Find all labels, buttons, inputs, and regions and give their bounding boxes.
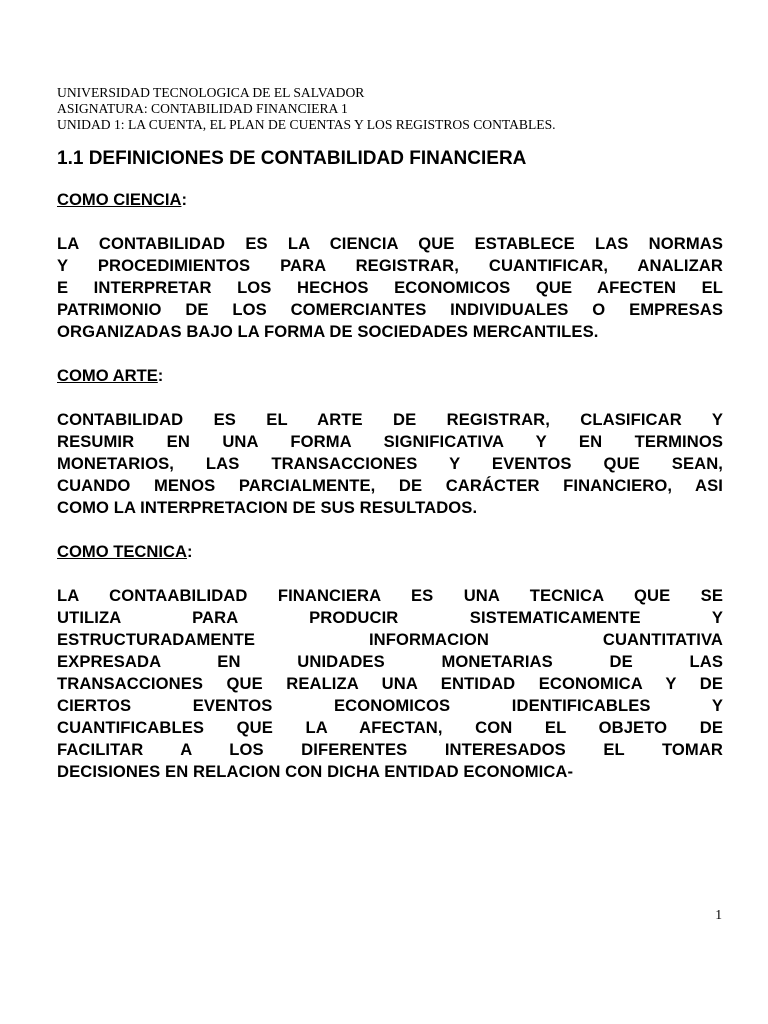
paragraph-como-ciencia xyxy=(57,233,723,343)
paragraph-line: CONTABILIDAD ES EL ARTE DE REGISTRAR, CLASIFICAR Y xyxy=(57,410,723,429)
paragraph-line: DECISIONES EN RELACION CON DICHA ENTIDAD ECONOMICA- xyxy=(57,762,574,781)
heading-colon: : xyxy=(186,542,193,561)
page-number: 1 xyxy=(715,907,722,922)
paragraph-line: LA CONTABILIDAD ES LA CIENCIA QUE ESTABLECE LAS NORMAS xyxy=(57,234,723,253)
section-title: 1.1 DEFINICIONES DE CONTABILIDAD FINANCIERA xyxy=(57,148,527,169)
heading-text: COMO ARTE xyxy=(57,366,158,385)
paragraph-line: LA CONTAABILIDAD FINANCIERA ES UNA TECNICA QUE SE xyxy=(57,586,723,605)
header-unit: UNIDAD 1: LA CUENTA, EL PLAN DE CUENTAS Y LOS REGISTROS CONTABLES. xyxy=(57,117,556,132)
paragraph-line: EXPRESADA EN UNIDADES MONETARIAS DE LAS xyxy=(57,652,723,671)
heading-text: COMO CIENCIA xyxy=(57,190,182,209)
paragraph-line: UTILIZA PARA PRODUCIR SISTEMATICAMENTE Y xyxy=(57,608,723,627)
heading-como-ciencia xyxy=(57,189,723,211)
paragraph-line: E INTERPRETAR LOS HECHOS ECONOMICOS QUE AFECTEN EL xyxy=(57,278,723,297)
document-body xyxy=(57,147,723,783)
heading-como-arte xyxy=(57,365,723,387)
paragraph-line: Y PROCEDIMIENTOS PARA REGISTRAR, CUANTIFICAR, ANALIZAR xyxy=(57,256,723,275)
paragraph-line: COMO LA INTERPRETACION DE SUS RESULTADOS. xyxy=(57,498,478,517)
paragraph-como-arte xyxy=(57,409,723,519)
paragraph-line: PATRIMONIO DE LOS COMERCIANTES INDIVIDUALES O EMPRESAS xyxy=(57,300,723,319)
paragraph-line: FACILITAR A LOS DIFERENTES INTERESADOS EL TOMAR xyxy=(57,740,723,759)
paragraph-como-tecnica xyxy=(57,585,723,783)
paragraph-line: ESTRUCTURADAMENTE INFORMACION CUANTITATIVA xyxy=(57,630,723,649)
paragraph-line: ORGANIZADAS BAJO LA FORMA DE SOCIEDADES MERCANTILES. xyxy=(57,322,599,341)
paragraph-line: CIERTOS EVENTOS ECONOMICOS IDENTIFICABLES Y xyxy=(57,696,723,715)
paragraph-line: TRANSACCIONES QUE REALIZA UNA ENTIDAD ECONOMICA Y DE xyxy=(57,674,723,693)
paragraph-line: CUANDO MENOS PARCIALMENTE, DE CARÁCTER FINANCIERO, ASI xyxy=(57,476,723,495)
header-university: UNIVERSIDAD TECNOLOGICA DE EL SALVADOR xyxy=(57,85,365,100)
header-subject: ASIGNATURA: CONTABILIDAD FINANCIERA 1 xyxy=(57,101,348,116)
document-header xyxy=(57,85,737,133)
heading-colon: : xyxy=(181,190,187,209)
paragraph-line: MONETARIOS, LAS TRANSACCIONES Y EVENTOS QUE SEAN, xyxy=(57,454,723,473)
paragraph-line: RESUMIR EN UNA FORMA SIGNIFICATIVA Y EN TERMINOS xyxy=(57,432,723,451)
heading-como-tecnica xyxy=(57,541,723,563)
paragraph-line: CUANTIFICABLES QUE LA AFECTAN, CON EL OBJETO DE xyxy=(57,718,723,737)
heading-colon: : xyxy=(157,366,164,385)
heading-text: COMO TECNICA xyxy=(57,542,187,561)
